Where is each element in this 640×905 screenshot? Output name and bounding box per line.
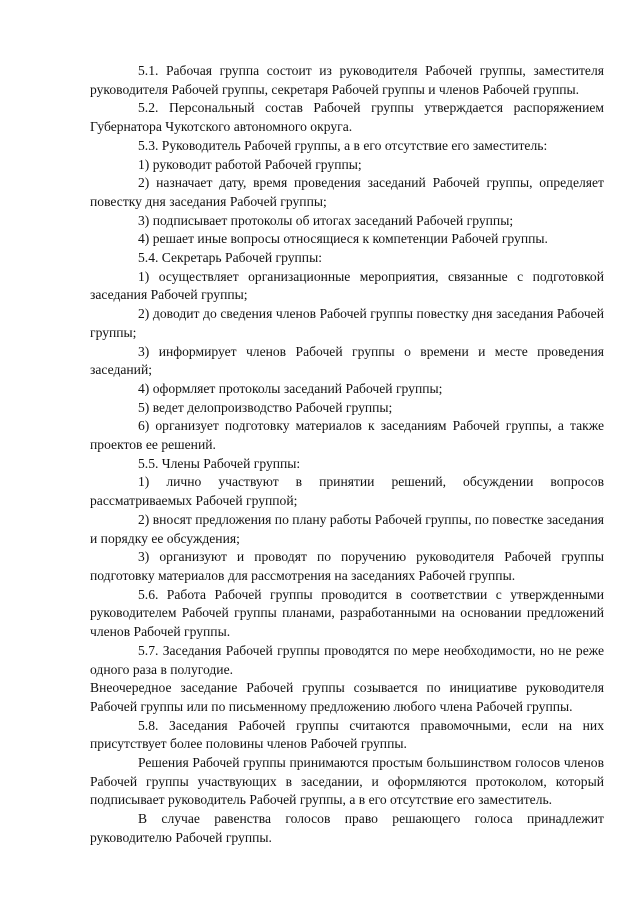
paragraph-decisions: Решения Рабочей группы принимаются простым большинством голосов членов Рабочей группы участвующих в заседании, и оформляются протоколом, который подписывает руководитель Рабочей группы, а в его отсутствие его заместитель. <box>90 755 604 808</box>
paragraph-5-4-item-1: 1) осуществляет организационные мероприятия, связанные с подготовкой заседания Рабочей группы; <box>90 268 604 303</box>
paragraph-5-5-item-1: 1) лично участвуют в принятии решений, обсуждении вопросов рассматриваемых Рабочей группой; <box>90 474 604 509</box>
paragraph-tie-vote: В случае равенства голосов право решающего голоса принадлежит руководителю Рабочей группы. <box>90 811 604 845</box>
paragraph-5-4: 5.4. Секретарь Рабочей группы: <box>138 250 322 266</box>
document-page <box>90 62 604 848</box>
paragraph-5-3-item-3: 3) подписывает протоколы об итогах заседаний Рабочей группы; <box>138 212 514 228</box>
paragraph-5-8: 5.8. Заседания Рабочей группы считаются правомочными, если на них присутствует более половины членов Рабочей группы. <box>90 717 604 752</box>
paragraph-5-4-item-2: 2) доводит до сведения членов Рабочей группы повестку дня заседания Рабочей группы; <box>90 306 604 340</box>
paragraph-5-6: 5.6. Работа Рабочей группы проводится в соответствии с утвержденными руководителем Рабочей группы планами, разработанными на основании предложений членов Рабочей группы. <box>90 586 604 640</box>
paragraph-5-3-item-4: 4) решает иные вопросы относящиеся к компетенции Рабочей группы. <box>138 231 548 247</box>
paragraph-extraordinary-meeting: Внеочередное заседание Рабочей группы созывается по инициативе руководителя Рабочей группы или по письменному предложению любого члена Рабочей группы. <box>90 680 604 714</box>
paragraph-5-4-item-6: 6) организует подготовку материалов к заседаниям Рабочей группы, а также проектов ее решений. <box>90 418 604 453</box>
paragraph-5-4-item-4: 4) оформляет протоколы заседаний Рабочей группы; <box>138 380 443 396</box>
paragraph-5-3: 5.3. Руководитель Рабочей группы, а в его отсутствие его заместитель: <box>138 137 548 153</box>
paragraph-5-5-item-3: 3) организуют и проводят по поручению руководителя Рабочей группы подготовку материалов для рассмотрения на заседаниях Рабочей группы. <box>90 549 604 583</box>
paragraph-5-5: 5.5. Члены Рабочей группы: <box>138 455 301 471</box>
paragraph-5-2: 5.2. Персональный состав Рабочей группы утверждается распоряжением Губернатора Чукотского автономного округа. <box>90 100 604 135</box>
paragraph-5-7: 5.7. Заседания Рабочей группы проводятся по мере необходимости, но не реже одного раза в полугодие. <box>90 642 604 677</box>
paragraph-5-1: 5.1. Рабочая группа состоит из руководителя Рабочей группы, заместителя руководителя Рабочей группы, секретаря Рабочей группы и членов Рабочей группы. <box>90 63 604 97</box>
paragraph-5-4-item-3: 3) информирует членов Рабочей группы о времени и месте проведения заседаний; <box>90 343 604 378</box>
paragraph-5-5-item-2: 2) вносят предложения по плану работы Рабочей группы, по повестке заседания и порядку ее обсуждения; <box>90 511 604 546</box>
paragraph-5-3-item-2: 2) назначает дату, время проведения заседаний Рабочей группы, определяет повестку дня заседания Рабочей группы; <box>90 175 604 209</box>
paragraph-5-3-item-1: 1) руководит работой Рабочей группы; <box>138 156 362 172</box>
paragraph-5-4-item-5: 5) ведет делопроизводство Рабочей группы; <box>138 399 393 415</box>
